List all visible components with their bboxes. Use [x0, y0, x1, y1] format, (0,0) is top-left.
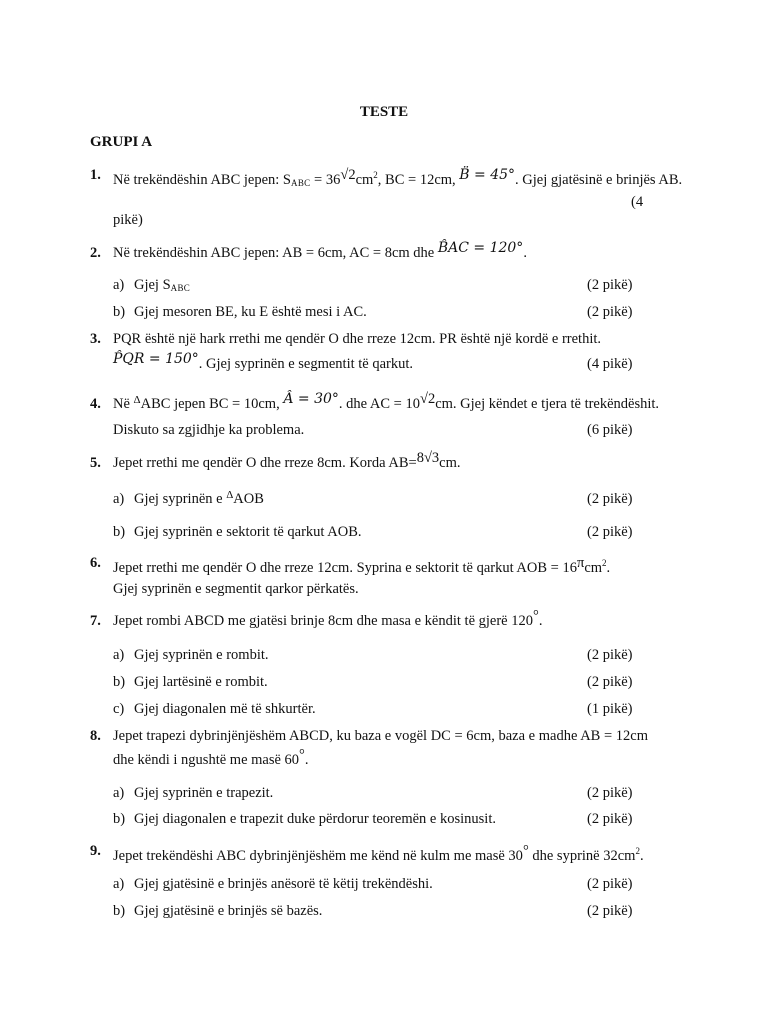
subquestion-text: Gjej mesoren BE, ku E është mesi i AC. [134, 304, 367, 320]
question-text: Në $^\Delta$ABC jepen BC = 10cm, Â = 30°. dhe AC = 10√2cm. Gjej këndet e tjera të trekëndëshit. [113, 391, 660, 412]
question-number: 1. [90, 167, 101, 183]
sqrt-expression: √2 [419, 391, 436, 407]
points-label: (4 pikë) [587, 356, 633, 372]
question-number: 7. [90, 613, 101, 629]
subquestion-text: Gjej diagonalen më të shkurtër. [134, 701, 316, 717]
question-number: 2. [90, 245, 101, 261]
degree-symbol: ° [299, 747, 305, 763]
points-label: (2 pikë) [587, 524, 633, 540]
angle-expression: B̂AC = 120° [437, 240, 524, 256]
question-number: 4. [90, 396, 101, 412]
subquestion-text: Gjej diagonalen e trapezit duke përdorur teoremën e kosinusit. [134, 811, 496, 827]
subquestion-label: a) [113, 491, 125, 507]
points-label-continued: pikë) [113, 212, 143, 228]
question-text-line2: dhe këndi i ngushtë me masë 60°. [113, 747, 309, 768]
subquestion-label: c) [113, 701, 125, 717]
subquestion-text: Gjej syprinën e trapezit. [134, 785, 274, 801]
question-number: 3. [90, 331, 101, 347]
points-label: (2 pikë) [587, 876, 633, 892]
sqrt-expression: 8√3 [416, 450, 440, 466]
document-title: TESTE [359, 104, 409, 120]
question-number: 6. [90, 555, 101, 571]
subquestion-text: Gjej lartësinë e rombit. [134, 674, 268, 690]
subquestion-text: Gjej gjatësinë e brinjës së bazës. [134, 903, 323, 919]
subquestion-label: a) [113, 785, 125, 801]
points-label: (2 pikë) [587, 785, 633, 801]
question-number: 8. [90, 728, 101, 744]
question-text: Në trekëndëshin ABC jepen: $S_{ABC} = 36√2cm^2$, BC = 12cm, B̈ = 45°. Gjej gjatësinë e brinjës AB. [113, 167, 683, 188]
degree-symbol: ° [522, 843, 529, 859]
question-text: Jepet trekëndëshi ABC dybrinjënjëshëm me kënd në kulm me masë 30° dhe syprinë $32cm^2$. [113, 843, 644, 864]
question-text-line2: Diskuto sa zgjidhje ka problema. [113, 422, 305, 438]
group-heading: GRUPI A [90, 134, 153, 150]
question-text: PQR është një hark rrethi me qendër O dhe rreze 12cm. PR është një kordë e rrethit. [113, 331, 602, 347]
subquestion-text: Gjej syprinën e sektorit të qarkut AOB. [134, 524, 362, 540]
question-number: 5. [90, 455, 101, 471]
subquestion-label: a) [113, 277, 125, 293]
subquestion-label: a) [113, 647, 125, 663]
angle-expression: Â = 30° [283, 391, 339, 407]
subquestion-label: a) [113, 876, 125, 892]
angle-expression: B̈ = 45° [459, 167, 516, 183]
triangle-symbol: Δ [133, 394, 141, 406]
subquestion-label: b) [113, 811, 126, 827]
question-number: 9. [90, 843, 101, 859]
points-label: (4 [631, 194, 644, 210]
points-label: (2 pikë) [587, 277, 633, 293]
subquestion-text: Gjej syprinën e $^\Delta$AOB [134, 489, 264, 507]
points-label: (2 pikë) [587, 647, 633, 663]
subquestion-label: b) [113, 524, 126, 540]
subquestion-text: Gjej gjatësinë e brinjës anësorë të këtij trekëndëshi. [134, 876, 433, 892]
points-label: (6 pikë) [587, 422, 633, 438]
points-label: (2 pikë) [587, 903, 633, 919]
triangle-symbol: Δ [226, 489, 234, 501]
question-text: Jepet rrethi me qendër O dhe rreze 8cm. Korda AB=8√3cm. [113, 450, 461, 471]
question-text: Jepet rrethi me qendër O dhe rreze 12cm. Syprina e sektorit të qarkut AOB = 16πcm$^2$. [113, 555, 611, 576]
question-text-line2: P̂QR = 150°. Gjej syprinën e segmentit të qarkut. [113, 351, 414, 372]
pi-symbol: π [576, 555, 585, 571]
points-label: (2 pikë) [587, 491, 633, 507]
subquestion-text: Gjej syprinën e rombit. [134, 647, 269, 663]
points-label: (2 pikë) [587, 811, 633, 827]
points-label: (2 pikë) [587, 304, 633, 320]
angle-expression: P̂QR = 150° [113, 351, 199, 367]
degree-symbol: ° [533, 608, 539, 624]
subquestion-label: b) [113, 903, 126, 919]
points-label: (2 pikë) [587, 674, 633, 690]
subquestion-label: b) [113, 304, 126, 320]
question-text-line2: Gjej syprinën e segmentit qarkor përkatës. [113, 581, 359, 597]
question-text: Në trekëndëshin ABC jepen: AB = 6cm, AC = 8cm dhe B̂AC = 120°. [113, 240, 527, 261]
subquestion-label: b) [113, 674, 126, 690]
sqrt-expression: √2 [340, 167, 356, 183]
question-text: Jepet trapezi dybrinjënjëshëm ABCD, ku baza e vogël DC = 6cm, baza e madhe AB = 12cm [113, 728, 648, 744]
points-label: (1 pikë) [587, 701, 633, 717]
question-text: Jepet rombi ABCD me gjatësi brinje 8cm dhe masa e këndit të gjerë 120°. [113, 608, 543, 629]
subquestion-text: Gjej $S_{ABC}$ [134, 277, 191, 293]
